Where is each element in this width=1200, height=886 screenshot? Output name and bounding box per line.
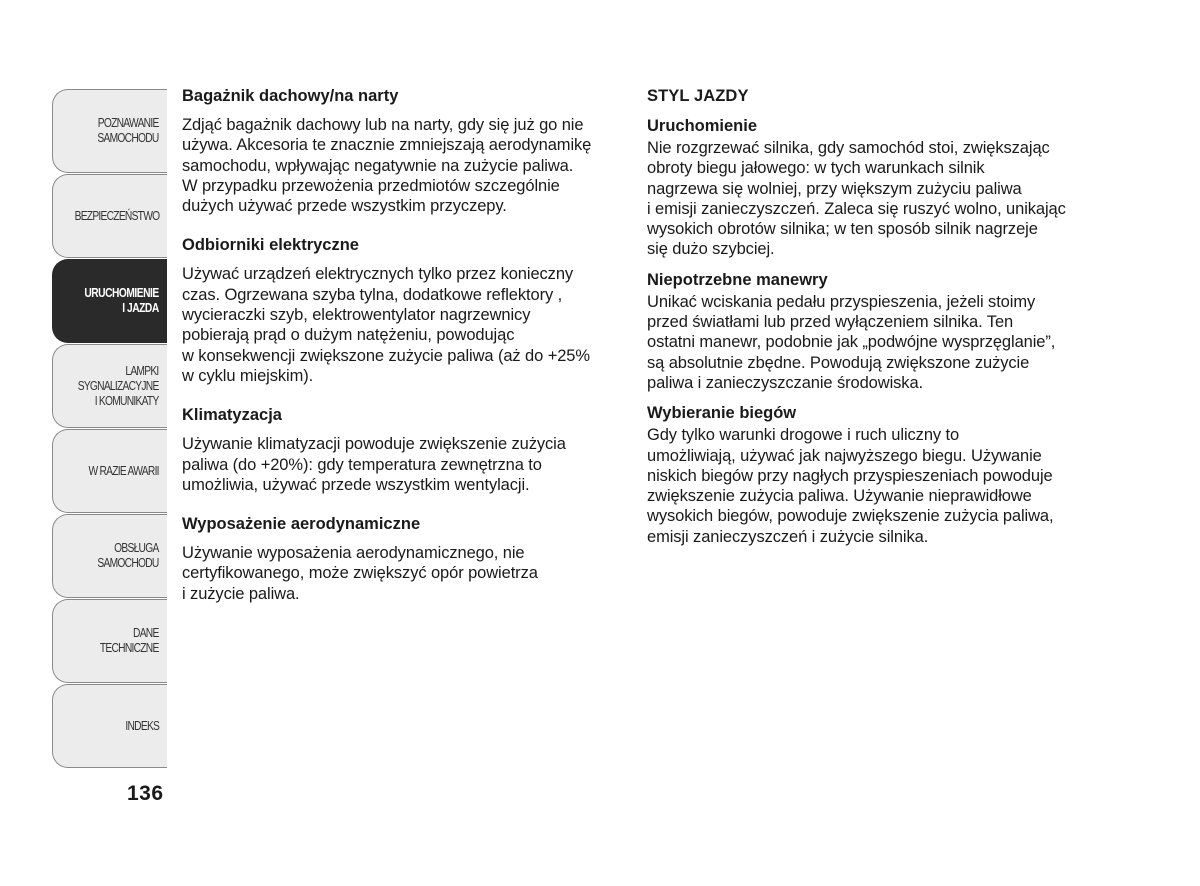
tab-poznawanie-samochodu[interactable] — [52, 89, 167, 173]
page-number: 136 — [127, 782, 164, 805]
section-text: Unikać wciskania pedału przyspieszenia, jeżeli stoimy przed światłami lub przed wyłączeniem silnika. Ten ostatni manewr, podobnie jak „podwójne wysprzęglanie”, są absolutnie zbędne. Powodują zwiększone zużycie paliwa i zanieczyszczanie środowiska. — [647, 292, 1056, 392]
section-text: Używać urządzeń elektrycznych tylko przez konieczny czas. Ogrzewana szyba tylna, dodatkowe reflektory , wycieraczki szyb, elektrowentylator nagrzewnicy pobierają prąd o dużym natężeniu, powodując w konsekwencji zwiększone zużycie paliwa (aż do +25% w cyklu miejskim). — [182, 265, 590, 385]
section-title: Uruchomienie — [647, 117, 758, 135]
tab-obsluga-samochodu[interactable] — [52, 514, 167, 598]
tab-indeks[interactable] — [52, 684, 167, 768]
section-air-conditioning — [182, 405, 622, 495]
tab-label: URUCHOMIENIE I JAZDA — [84, 286, 159, 315]
section-aerodynamic-equipment — [182, 514, 622, 604]
section-title: Klimatyzacja — [182, 406, 282, 425]
section-text: Nie rozgrzewać silnika, gdy samochód stoi, zwiększając obroty biegu jałowego: w tych warunkach silnik nagrzewa się wolniej, przy większym zużyciu paliwa i emisji zanieczyszczeń. Zaleca się ruszyć wolno, unikając wysokich obrotów silnika; w ten sposób silnik nagrzeje się dużo szybciej. — [647, 139, 1066, 259]
section-starting — [647, 116, 1097, 260]
tab-label: OBSŁUGA SAMOCHODU — [97, 541, 159, 570]
section-gear-selection — [647, 403, 1097, 547]
section-text: Zdjąć bagażnik dachowy lub na narty, gdy się już go nie używa. Akcesoria te znacznie zmniejszają aerodynamikę samochodu, wpływając negatywnie na zużycie paliwa. W przypadku przewożenia przedmiotów szczególnie dużych używać przede wszystkim przyczepy. — [182, 116, 592, 216]
section-text: Gdy tylko warunki drogowe i ruch uliczny to umożliwiają, używać jak najwyższego biegu. Używanie niskich biegów przy nagłych przyspieszeniach powoduje zwiększenie zużycia paliwa. Używanie nieprawidłowe wysokich biegów, powoduje zwiększenie zużycia paliwa, emisji zanieczyszczeń i zużycie silnika. — [647, 426, 1054, 546]
section-text: Używanie klimatyzacji powoduje zwiększenie zużycia paliwa (do +20%): gdy temperatura zewnętrzna to umożliwia, używać przede wszystkim wentylacji. — [182, 435, 566, 494]
section-title: Wybieranie biegów — [647, 404, 797, 423]
tab-dane-techniczne[interactable] — [52, 599, 167, 683]
section-title: Wyposażenie aerodynamiczne — [182, 515, 421, 534]
tab-uruchomienie-i-jazda[interactable] — [52, 259, 167, 343]
tab-label: POZNAWANIE SAMOCHODU — [97, 116, 159, 145]
tab-label: INDEKS — [125, 718, 159, 733]
section-title: Niepotrzebne manewry — [647, 270, 828, 289]
right-column — [647, 86, 1097, 557]
section-title: Odbiorniki elektryczne — [182, 236, 359, 255]
tab-label: DANE TECHNICZNE — [100, 626, 159, 655]
tab-w-razie-awarii[interactable] — [52, 429, 167, 513]
section-title: Bagażnik dachowy/na narty — [182, 87, 399, 105]
tab-label: BEZPIECZEŃSTWO — [74, 208, 159, 223]
tab-bezpieczenstwo[interactable] — [52, 174, 167, 258]
section-unnecessary-maneuvers — [647, 270, 1097, 393]
section-electrical-devices — [182, 235, 622, 386]
tab-lampki-sygnalizacyjne[interactable] — [52, 344, 167, 428]
chapter-heading: STYL JAZDY — [647, 87, 749, 105]
section-roof-rack — [182, 86, 622, 216]
section-text: Używanie wyposażenia aerodynamicznego, nie certyfikowanego, może zwiększyć opór powietrza i zużycie paliwa. — [182, 544, 538, 603]
chapter-tabs — [52, 89, 167, 769]
tab-label: W RAZIE AWARII — [88, 463, 159, 478]
tab-label: LAMPKI SYGNALIZACYJNE I KOMUNIKATY — [78, 363, 159, 408]
left-column — [182, 86, 622, 623]
